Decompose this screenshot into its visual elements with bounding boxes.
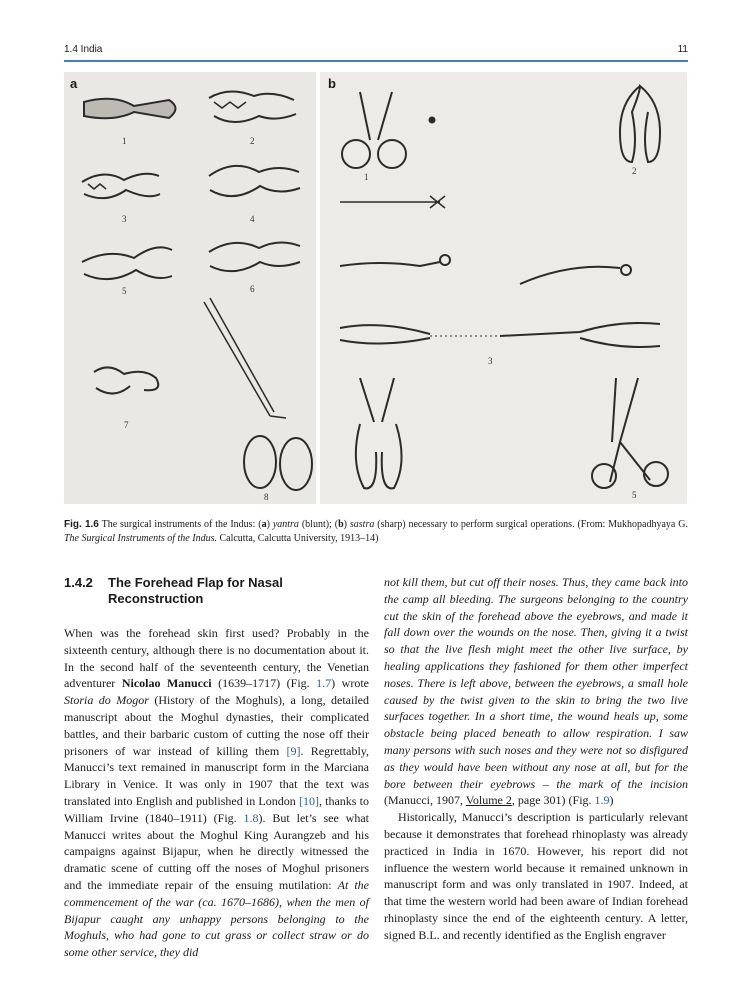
caption-label: Fig. 1.6 — [64, 519, 99, 530]
yantra-instruments-illustration — [64, 72, 316, 504]
caption-text: The surgical instruments of the Indus: ( — [98, 519, 262, 530]
body-text: ) wrote — [331, 676, 369, 691]
quote-text: not kill them, but cut off their noses. Thus, they came back into the camp all bleeding. The surgeons belonging to the country cut the skin of the forehead above the eyebrows, and made it fall down over the wounds on the nose. Then, giving it a twist so that the live flesh might meet the other live surface, by healing applications they fashioned for them other imperfect noses. There is left above, between the eyebrows, a small hole caused by the twist given to the skin to bring the two live surfaces together. In a short time, the wound heals up, some obstacle being placed beneath to allow respiration. I saw many persons with such noses and they were not so disfigured as they would have been without any nose at all, but for the bore between their eyebrows – the mark of the incision — [384, 575, 688, 791]
caption-text: yantra — [272, 519, 299, 530]
section-number: 1.4.2 — [64, 575, 93, 590]
instrument-number: 1 — [122, 136, 127, 146]
instrument-number: 5 — [632, 490, 637, 500]
caption-text: a — [261, 519, 267, 530]
instrument-number: 5 — [122, 286, 127, 296]
instrument-number: 1 — [364, 172, 369, 182]
body-text: , page 301) (Fig. — [511, 793, 595, 808]
body-text: When was the forehead skin first used? Probably in the sixteenth century, although there is no documentation about it. In the second half of the seventeenth century, the Venetian adventurer — [64, 626, 369, 691]
instrument-number: 7 — [124, 420, 129, 430]
section-title: The Forehead Flap for Nasal Reconstruction — [108, 575, 283, 606]
paragraph — [64, 625, 369, 961]
instrument-number: 3 — [488, 356, 493, 366]
figure-link[interactable]: 1.8 — [243, 810, 259, 825]
figure-link[interactable]: 1.9 — [594, 793, 610, 808]
header-rule — [64, 60, 688, 62]
running-header-section: 1.4 India — [64, 44, 103, 55]
body-text: ). But let’s see what Manucci writes about the Moghul King Aurangzeb and his campaigns against Bijapur, when he directly witnessed the dramatic scene of cutting off the noses of Moghul prisoners and the immediate repair of the ensuing mutilation: — [64, 810, 369, 892]
sastra-instruments-illustration — [320, 72, 687, 504]
citation-link[interactable]: [10] — [298, 793, 319, 808]
page-number: 11 — [677, 44, 688, 55]
body-text: Storia do Mogor — [64, 693, 149, 708]
body-text: , thanks to William Irvine (1840–1911) (Fig. — [64, 793, 369, 825]
figure-link[interactable]: 1.7 — [316, 676, 332, 691]
panel-b-label: b — [328, 76, 336, 91]
body-text: (History of the Moghuls), a long, detailed manuscript about the Moghul dynasties, their complicated battles, and their barbaric custom of cutting the nose off their prisoners of war instead of killing them — [64, 693, 369, 758]
instrument-number: 2 — [250, 136, 255, 146]
caption-text: Calcutta, Calcutta University, 1913–14) — [216, 533, 379, 544]
caption-text: b — [338, 519, 344, 530]
caption-text: (sharp) necessary to perform surgical operations. (From: Mukhopadhyaya G. — [374, 519, 688, 530]
instrument-number: 6 — [250, 284, 255, 294]
figure-panel-b — [320, 72, 687, 504]
quote-text: At the commencement of the war (ca. 1670–1686), when the men of Bijapur caught any unhappy persons belonging to the Moghuls, who had gone to cut grass or collect straw or do some other service, they did — [64, 877, 369, 960]
paragraph — [384, 574, 688, 809]
volume-link[interactable]: Volume 2 — [465, 793, 512, 808]
instrument-number: 8 — [264, 492, 269, 502]
body-text: ) — [609, 793, 614, 808]
panel-a-label: a — [70, 76, 78, 91]
instrument-number: 3 — [122, 214, 127, 224]
body-text: Nicolao Manucci — [121, 676, 212, 691]
body-text: (Manucci, 1907, — [384, 793, 466, 808]
instrument-number: 2 — [632, 166, 637, 176]
instrument-number: 4 — [250, 214, 255, 224]
paragraph: Historically, Manucci’s description is particularly relevant because it demonstrates that forehead rhinoplasty was already practiced in India in 1670. However, his report did not influence the western world because it remained unknown in manuscript form and was only translated in 1907. Indeed, at that time the western world had been aware of Indian forehead rhinoplasty since the end of the eighteenth century. A letter, signed B.L. and recently identified as the English engraver — [384, 810, 688, 942]
body-column-right — [384, 574, 688, 944]
citation-link[interactable]: [9] — [286, 743, 301, 758]
body-column-left — [64, 625, 369, 961]
figure-caption — [64, 518, 688, 546]
body-text: . Regrettably, Manucci’s text remained in manuscript form in the Marciana Library in Venice. It was only in 1907 that the text was translated into English and published in London — [64, 743, 369, 808]
figure-1-6 — [64, 72, 687, 504]
figure-panel-a — [64, 72, 316, 504]
caption-text: The Surgical Instruments of the Indus. — [64, 533, 217, 544]
caption-text: ) — [266, 519, 273, 530]
caption-text: (blunt); ( — [298, 519, 339, 530]
running-header — [64, 44, 688, 58]
section-heading — [64, 575, 364, 607]
body-text: (1639–1717) (Fig. — [211, 676, 317, 691]
caption-text: ) — [343, 519, 350, 530]
caption-text: sastra — [349, 519, 375, 530]
